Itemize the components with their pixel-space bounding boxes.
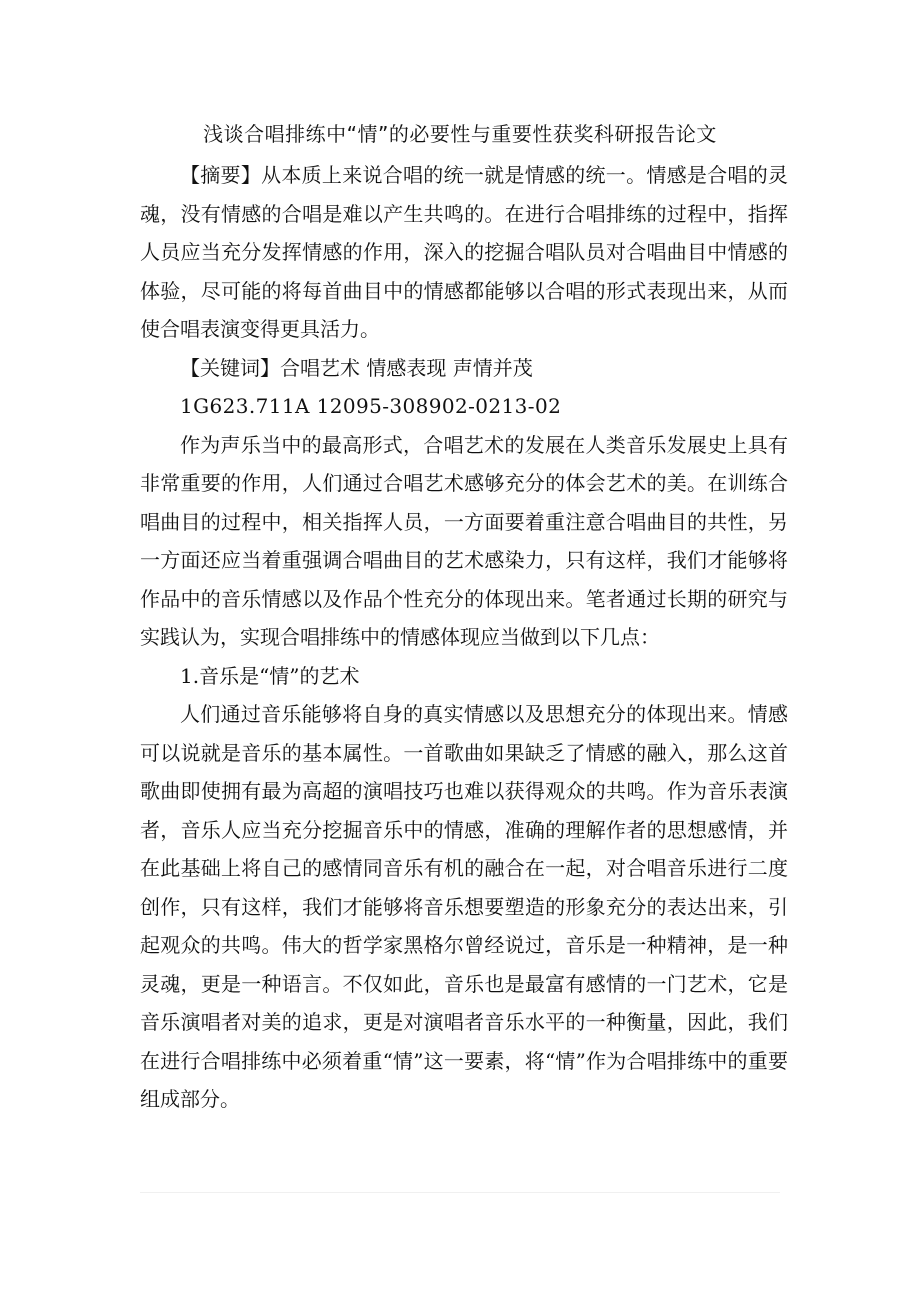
abstract-paragraph: 【摘要】从本质上来说合唱的统一就是情感的统一。情感是合唱的灵魂，没有情感的合唱是难以产生共鸣的。在进行合唱排练的过程中，指挥人员应当充分发挥情感的作用，深入的挖掘合唱队员对合唱曲目中情感的体验，尽可能的将每首曲目中的情感都能够以合唱的形式表现出来，从而使合唱表演变得更具活力。 [140, 163, 788, 341]
section-heading: 1.音乐是“情”的艺术 [180, 663, 360, 688]
document-body [140, 156, 788, 1119]
classification-code: 1G623.711A 12095-308902-0213-02 [180, 394, 562, 418]
keywords-paragraph: 【关键词】合唱艺术 情感表现 声情并茂 [180, 355, 533, 380]
document-title: 浅谈合唱排练中“情”的必要性与重要性获奖科研报告论文 [203, 122, 717, 146]
page-divider [140, 1192, 780, 1193]
intro-paragraph: 作为声乐当中的最高形式，合唱艺术的发展在人类音乐发展史上具有非常重要的作用，人们通过合唱艺术感够充分的体会艺术的美。在训练合唱曲目的过程中，相关指挥人员，一方面要着重注意合唱曲目的共性，另一方面还应当着重强调合唱曲目的艺术感染力，只有这样，我们才能够将作品中的音乐情感以及作品个性充分的体现出来。笔者通过长期的研究与实践认为，实现合唱排练中的情感体现应当做到以下几点： [140, 432, 788, 649]
section-paragraph: 人们通过音乐能够将自身的真实情感以及思想充分的体现出来。情感可以说就是音乐的基本属性。一首歌曲如果缺乏了情感的融入，那么这首歌曲即使拥有最为高超的演唱技巧也难以获得观众的共鸣。作为音乐表演者，音乐人应当充分挖掘音乐中的情感，准确的理解作者的思想感情，并在此基础上将自己的感情同音乐有机的融合在一起，对合唱音乐进行二度创作，只有这样，我们才能够将音乐想要塑造的形象充分的表达出来，引起观众的共鸣。伟大的哲学家黑格尔曾经说过，音乐是一种精神，是一种灵魂，更是一种语言。不仅如此，音乐也是最富有感情的一门艺术，它是音乐演唱者对美的追求，更是对演唱者音乐水平的一种衡量，因此，我们在进行合唱排练中必须着重“情”这一要素，将“情”作为合唱排练中的重要组成部分。 [140, 702, 788, 1111]
